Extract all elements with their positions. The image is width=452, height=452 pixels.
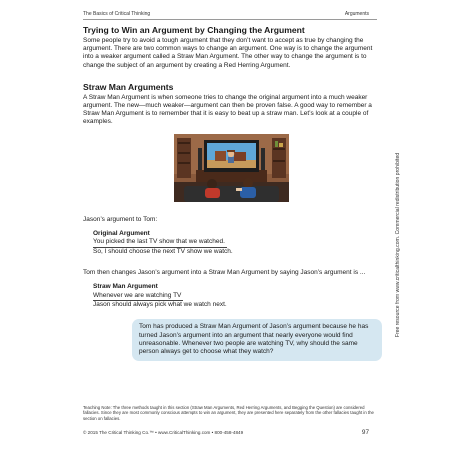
section-heading-changing-argument: Trying to Win an Argument by Changing the Argument (83, 25, 305, 35)
page-number: 97 (361, 429, 369, 436)
original-argument-box (93, 230, 377, 256)
straw-man-argument-title: Straw Man Argument (93, 283, 158, 291)
section-name: Arguments (344, 11, 369, 17)
tom-intro: Tom then changes Jason’s argument into a Straw Man Argument by saying Jason’s argument is ... (83, 269, 366, 277)
straw-man-argument-box (93, 283, 377, 309)
explanation-callout: Tom has produced a Straw Man Argument of Jason’s argument because he has turned Jason’s argument into an argument that nearly everyone would find unreasonable. Whenever two people are watching TV, why should the same person always get to choose what they watch? (132, 319, 382, 361)
page-footer (83, 430, 369, 436)
original-argument-conclusion: So, I should choose the next TV show we watch. (93, 247, 233, 255)
section-heading-straw-man: Straw Man Arguments (83, 81, 174, 92)
book-title: The Basics of Critical Thinking (83, 11, 151, 17)
teaching-note: Teaching Note: The three methods taught in this section (Straw Man Arguments, Red Herring Arguments, and Begging the Question) are considered fallacies. Since they are most commonly conscious attempts to win an argument, they are presented here separately from the other fallacies taught in the section on fallacies. (83, 405, 374, 421)
section-body-changing-argument: Some people try to avoid a tough argument that they don’t want to accept as true by changing the argument. There are two common ways to change an argument. One way is to change the argument into a weaker argument called a Straw Man Argument. The other way to change the argument is to change the subject of an argument by creating a Red Herring Argument. (83, 37, 373, 69)
jason-intro: Jason’s argument to Tom: (83, 215, 158, 223)
footer-copyright: © 2015 The Critical Thinking Co.™ • www.CriticalThinking.com • 800-458-4849 (83, 430, 244, 435)
tv-watching-illustration (174, 134, 289, 202)
original-argument-premise: You picked the last TV show that we watched. (93, 238, 227, 247)
redistribution-notice: Free resource from www.criticalthinking.com. Commercial redistribution prohibited (395, 152, 401, 338)
running-head (83, 11, 369, 17)
page-content (83, 25, 377, 361)
header-rule (83, 19, 377, 20)
section-body-straw-man: A Straw Man Argument is when someone tries to change the original argument into a much weaker argument. The new—much weaker—argument can then be proven false. A good way to remember a Straw Man Argument is to remember that it is easy to beat up a straw man. Let’s look at a couple of examples. (83, 93, 372, 126)
straw-man-argument-conclusion: Jason should always pick what we watch next. (93, 301, 227, 309)
straw-man-argument-premise: Whenever we are watching TV (93, 292, 183, 301)
original-argument-title: Original Argument (93, 229, 150, 237)
